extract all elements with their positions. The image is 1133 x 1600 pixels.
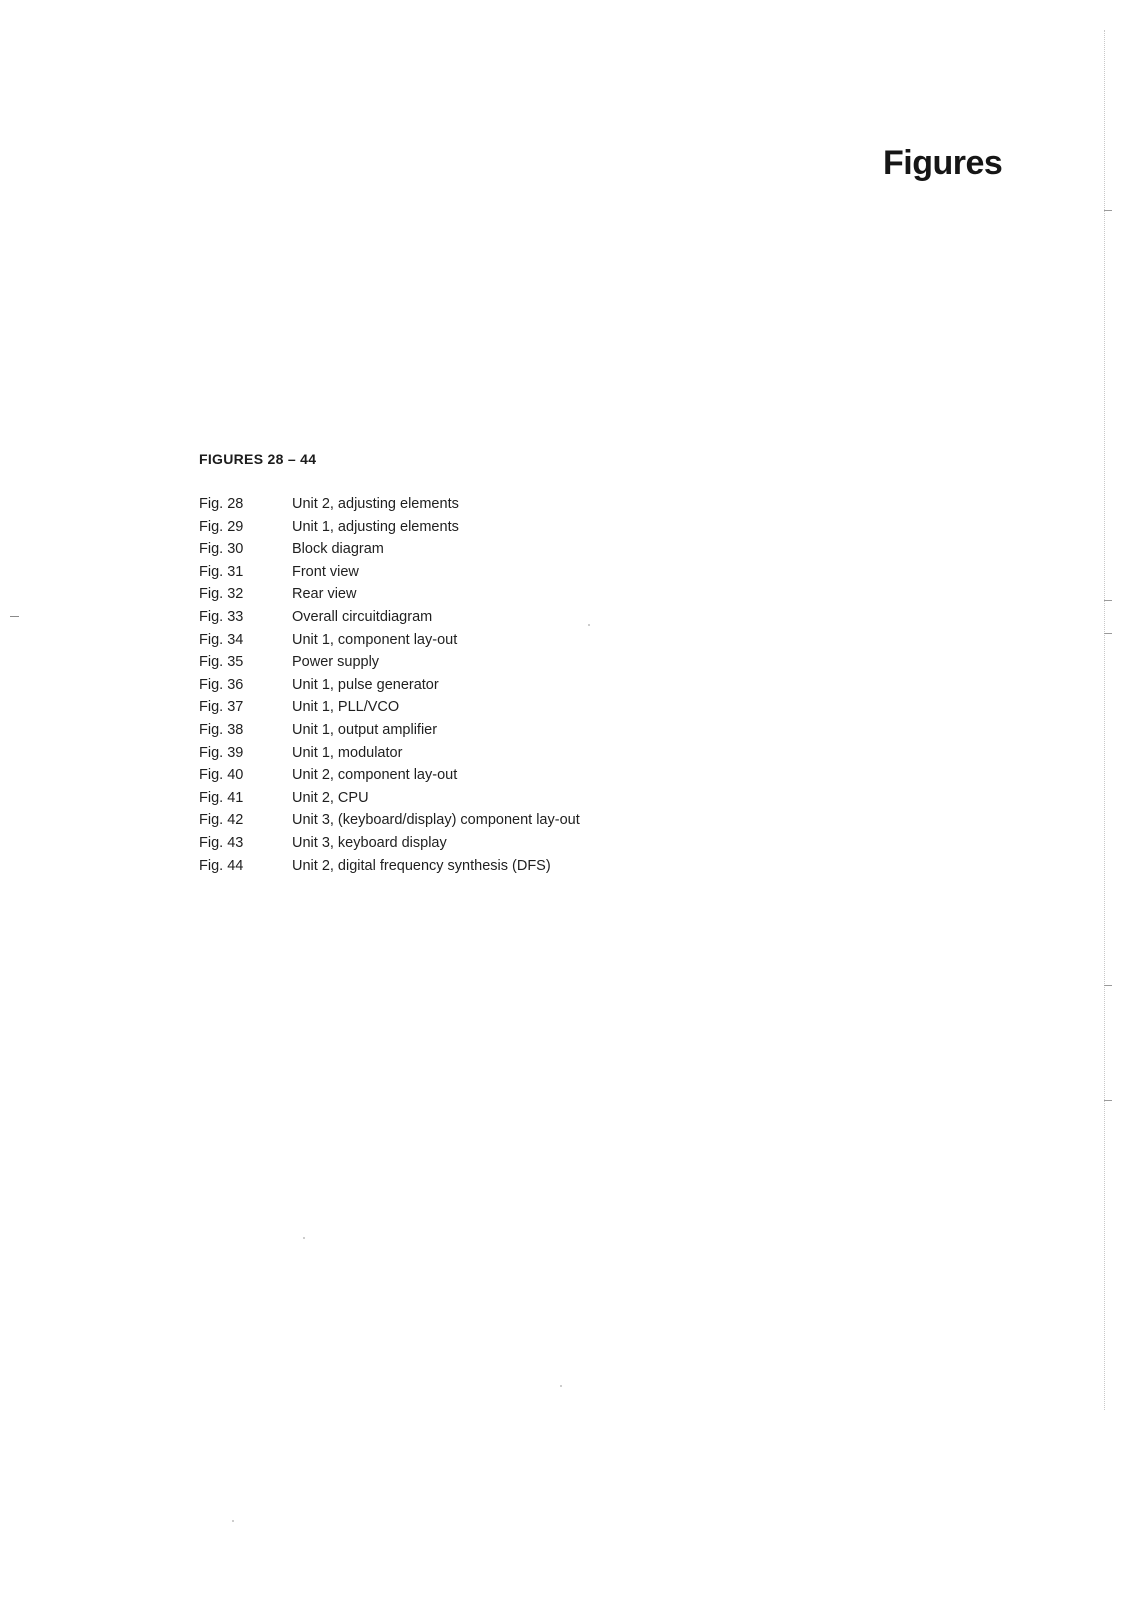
figure-number: Fig. 36 <box>199 676 244 693</box>
figure-description: Unit 3, (keyboard/display) component lay-out <box>292 812 580 829</box>
figure-item <box>199 516 580 539</box>
figure-description: Unit 2, CPU <box>292 789 369 806</box>
figure-number: Fig. 40 <box>199 767 244 784</box>
scan-edge-tick <box>1104 1100 1112 1101</box>
figure-number: Fig. 35 <box>199 654 244 671</box>
figure-number: Fig. 31 <box>199 563 244 580</box>
figure-item <box>199 855 580 878</box>
figure-description: Unit 3, keyboard display <box>292 834 447 851</box>
figure-item <box>199 538 580 561</box>
section-title: FIGURES 28 – 44 <box>199 451 317 467</box>
figure-item <box>199 696 580 719</box>
figure-number: Fig. 32 <box>199 586 244 603</box>
figure-number: Fig. 44 <box>199 857 244 874</box>
scan-speck <box>588 624 590 626</box>
figure-description: Rear view <box>292 586 357 603</box>
figure-description: Unit 2, component lay-out <box>292 767 458 784</box>
figure-description: Unit 2, digital frequency synthesis (DFS) <box>292 857 551 874</box>
figure-list <box>199 493 580 877</box>
figure-item <box>199 719 580 742</box>
figure-item <box>199 787 580 810</box>
scan-speck <box>560 1385 562 1387</box>
figure-item <box>199 629 580 652</box>
figure-description: Front view <box>292 563 359 580</box>
figure-description: Unit 1, modulator <box>292 744 403 761</box>
figure-item <box>199 832 580 855</box>
figure-description: Block diagram <box>292 541 384 558</box>
figure-item <box>199 651 580 674</box>
figure-item <box>199 493 580 516</box>
figure-number: Fig. 34 <box>199 631 244 648</box>
page-heading: Figures <box>883 144 1003 182</box>
figure-number: Fig. 37 <box>199 699 244 716</box>
figure-item <box>199 606 580 629</box>
scan-speck <box>303 1237 305 1239</box>
figure-item <box>199 742 580 765</box>
figure-number: Fig. 39 <box>199 744 244 761</box>
figure-number: Fig. 28 <box>199 496 244 512</box>
figure-number: Fig. 30 <box>199 541 244 558</box>
scan-edge-tick <box>1104 210 1112 211</box>
scan-edge-tick <box>1104 633 1112 634</box>
figure-description: Unit 1, adjusting elements <box>292 518 459 535</box>
figure-item <box>199 583 580 606</box>
figure-description: Overall circuitdiagram <box>292 608 433 625</box>
figure-description: Unit 1, PLL/VCO <box>292 699 400 716</box>
scan-edge-tick <box>1104 985 1112 986</box>
scan-left-dash <box>10 616 19 617</box>
figure-item <box>199 764 580 787</box>
figure-number: Fig. 33 <box>199 608 244 625</box>
figure-number: Fig. 42 <box>199 812 244 829</box>
figure-number: Fig. 41 <box>199 789 244 806</box>
figure-number: Fig. 43 <box>199 834 244 851</box>
figure-description: Power supply <box>292 654 380 671</box>
figure-item <box>199 561 580 584</box>
figure-description: Unit 1, output amplifier <box>292 721 438 738</box>
figure-number: Fig. 29 <box>199 518 244 535</box>
figure-description: Unit 1, pulse generator <box>292 676 439 693</box>
scan-speck <box>232 1520 234 1522</box>
scan-edge-tick <box>1104 600 1112 601</box>
scan-edge-marks <box>1104 30 1107 1410</box>
figure-description: Unit 2, adjusting elements <box>292 496 459 512</box>
figure-number: Fig. 38 <box>199 721 244 738</box>
figure-description: Unit 1, component lay-out <box>292 631 458 648</box>
figure-item <box>199 809 580 832</box>
figure-item <box>199 674 580 697</box>
